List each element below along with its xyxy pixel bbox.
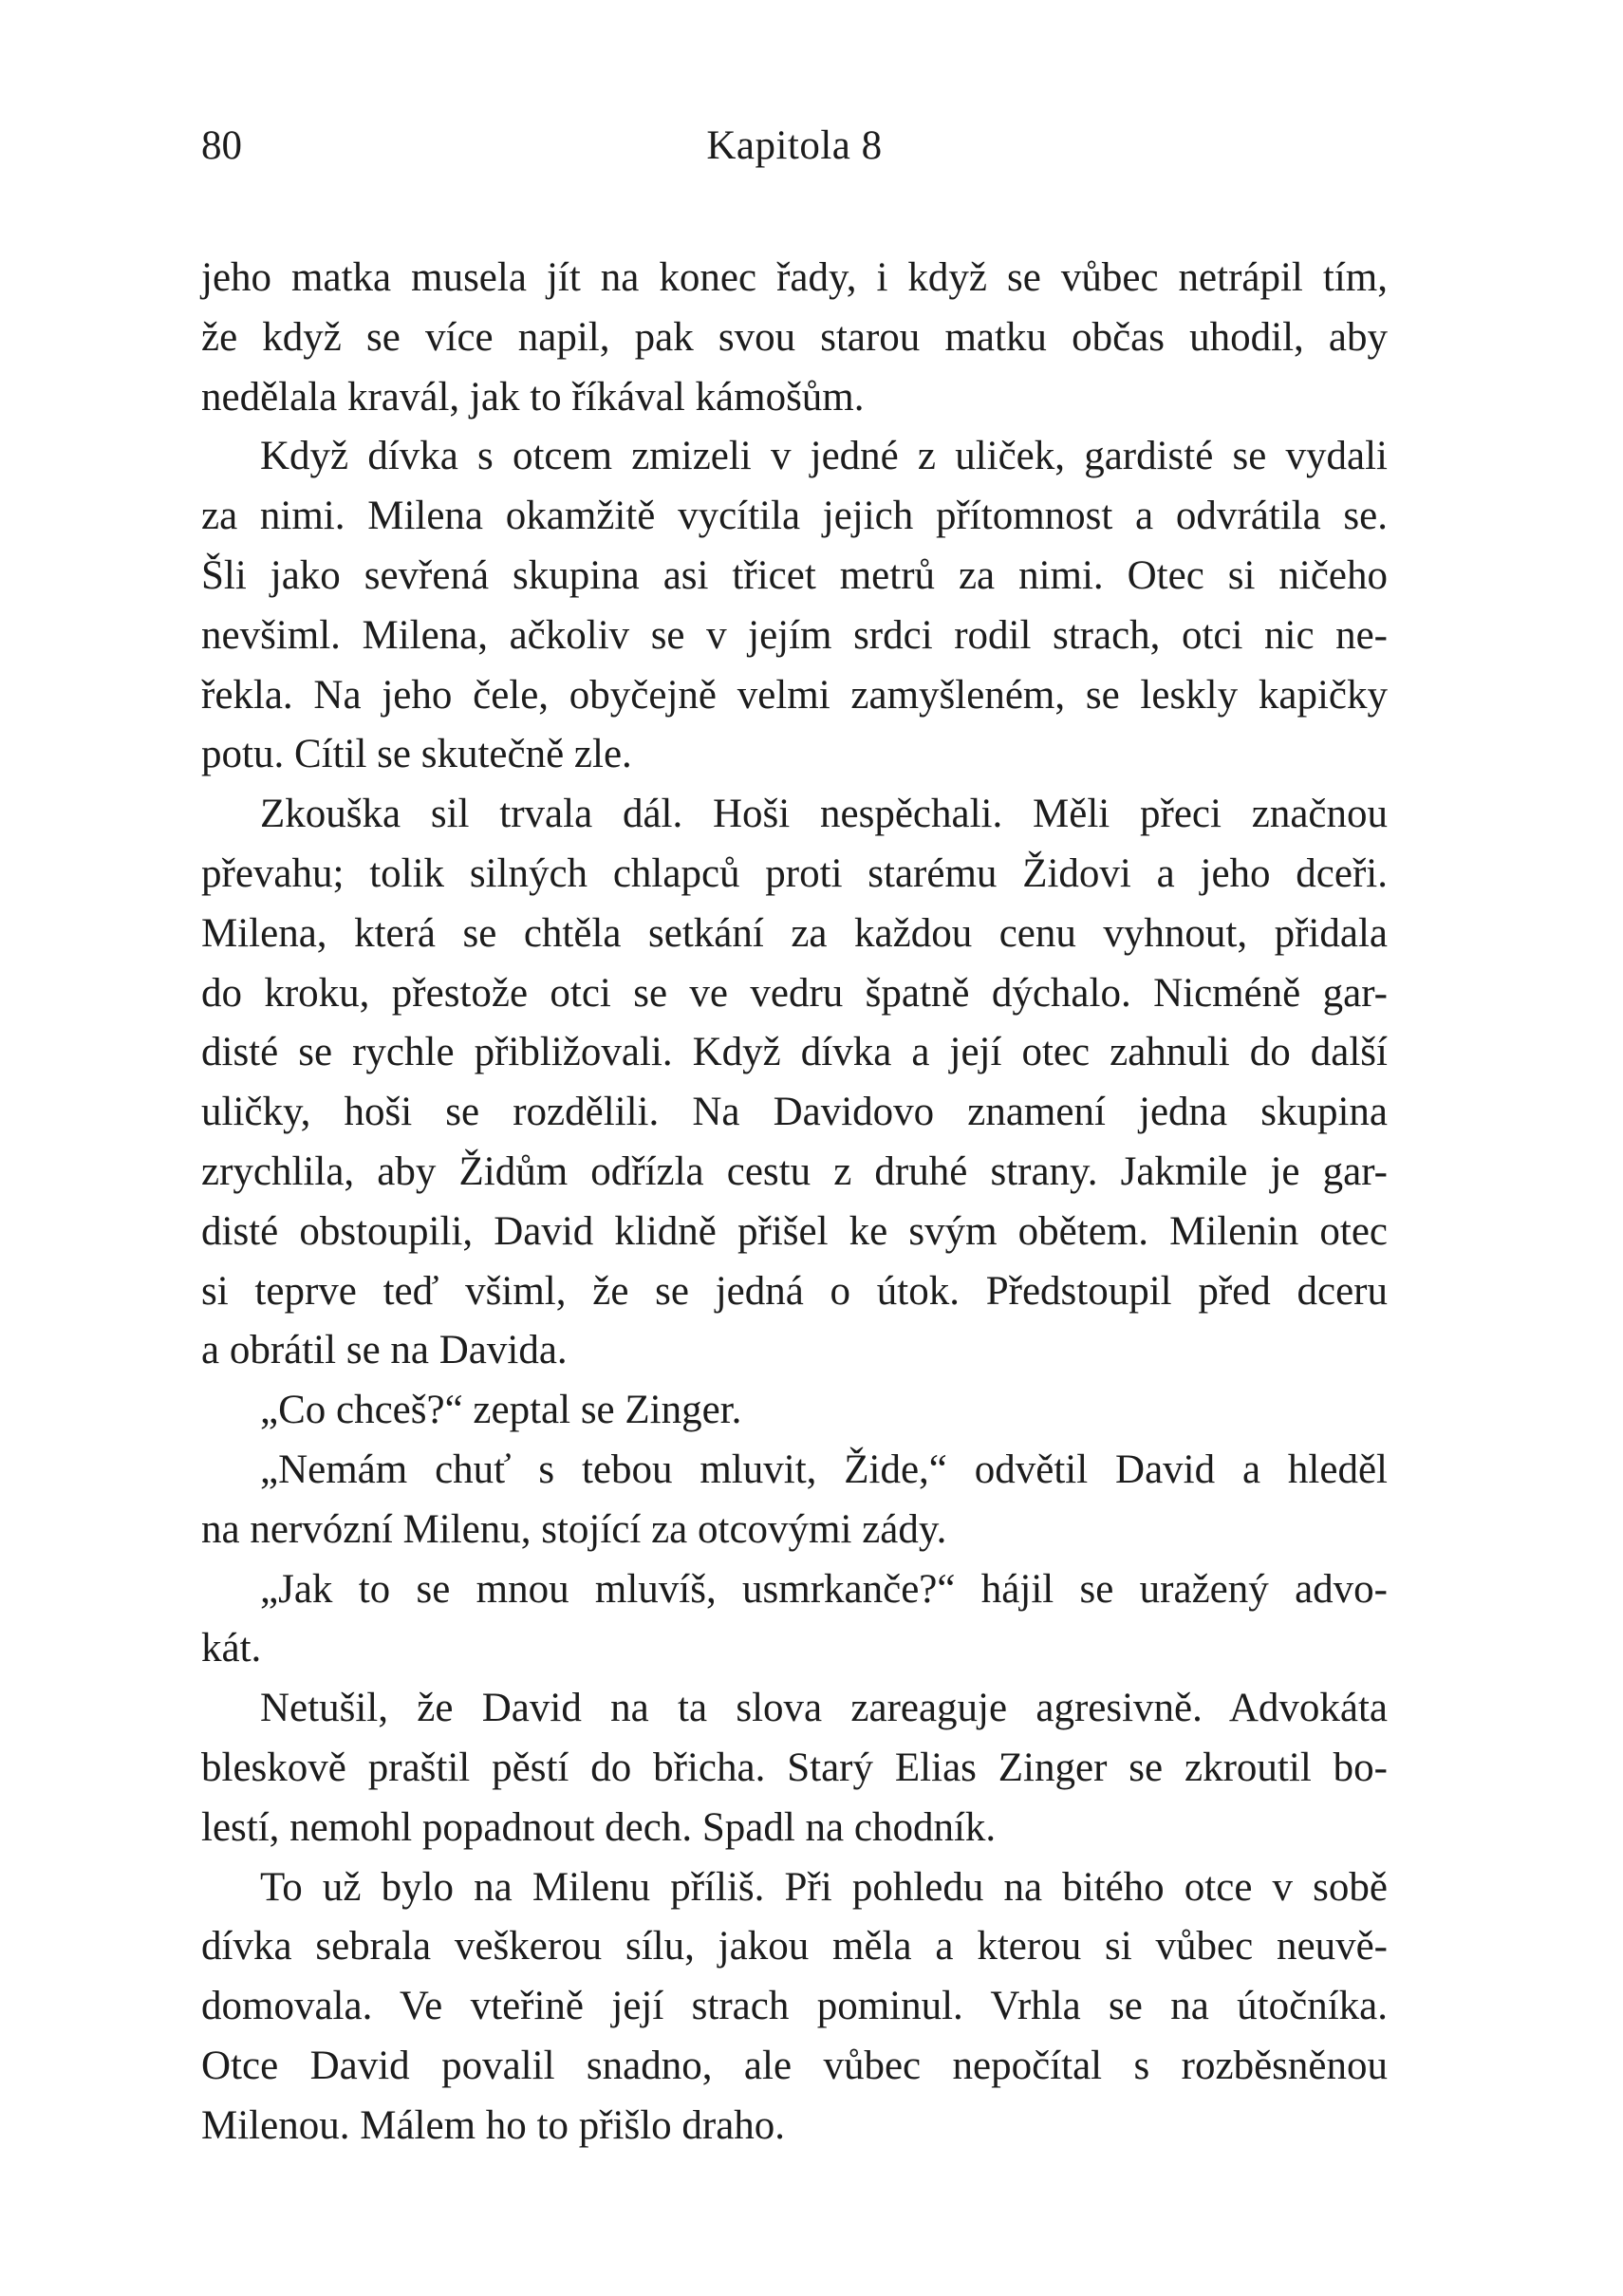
- text-line: Netušil, že David na ta slova zareaguje agresivně. Advokáta: [260, 1686, 1388, 1731]
- text-line: jeho matka musela jít na konec řady, i když se vůbec netrápil tím,: [201, 255, 1388, 300]
- running-head: [201, 118, 1388, 175]
- paragraph: [201, 1441, 1388, 1560]
- text-line: potu. Cítil se skutečně zle.: [201, 732, 632, 777]
- text-line: disté obstoupili, David klidně přišel ke svým obětem. Milenin otec: [201, 1208, 1388, 1254]
- text-line: bleskově praštil pěstí do břicha. Starý Elias Zinger se zkroutil bo-: [201, 1745, 1388, 1790]
- paragraph: [201, 1560, 1388, 1680]
- page-number: 80: [201, 123, 242, 168]
- paragraph: [201, 785, 1388, 1381]
- paragraph: [201, 1858, 1388, 2156]
- text-line: uličky, hoši se rozdělili. Na Davidovo znamení jedna skupina: [201, 1090, 1388, 1135]
- text-line: Zkouška sil trvala dál. Hoši nespěchali. Měli přeci značnou: [260, 792, 1388, 837]
- text-line: nevšiml. Milena, ačkoliv se v jejím srdci rodil strach, otci nic ne-: [201, 612, 1388, 658]
- text-line: „Nemám chuť s tebou mluvit, Žide,“ odvětil David a hleděl: [260, 1447, 1388, 1492]
- text-line: nedělala kravál, jak to říkával kámošům.: [201, 374, 865, 420]
- text-line: „Jak to se mnou mluvíš, usmrkanče?“ hájil se uražený advo-: [260, 1566, 1388, 1612]
- text-line: dívka sebrala veškerou sílu, jakou měla a kterou si vůbec neuvě-: [201, 1924, 1388, 1969]
- body-text: [201, 249, 1388, 2156]
- chapter-title: Kapitola 8: [706, 123, 883, 168]
- text-line: že když se více napil, pak svou starou matku občas uhodil, aby: [201, 314, 1388, 360]
- text-line: kát.: [201, 1626, 262, 1671]
- text-line: zrychlila, aby Židům odřízla cestu z druhé strany. Jakmile je gar-: [201, 1148, 1388, 1194]
- text-line: „Co chceš?“ zeptal se Zinger.: [260, 1388, 742, 1433]
- text-line: do kroku, přestože otci se ve vedru špatně dýchalo. Nicméně gar-: [201, 970, 1388, 1016]
- text-line: na nervózní Milenu, stojící za otcovými zády.: [201, 1506, 947, 1552]
- text-line: domovala. Ve vteřině její strach pominul. Vrhla se na útočníka.: [201, 1984, 1388, 2029]
- paragraph: [201, 1381, 1388, 1441]
- text-line: disté se rychle přibližovali. Když dívka a její otec zahnuli do další: [201, 1030, 1388, 1075]
- text-line: Když dívka s otcem zmizeli v jedné z uliček, gardisté se vydali: [260, 434, 1388, 479]
- text-line: lestí, nemohl popadnout dech. Spadl na chodník.: [201, 1804, 997, 1850]
- text-line: Otce David povalil snadno, ale vůbec nepočítal s rozběsněnou: [201, 2043, 1388, 2088]
- paragraph: [201, 249, 1388, 427]
- text-line: Milenou. Málem ho to přišlo draho.: [201, 2102, 786, 2148]
- paragraph: [201, 427, 1388, 785]
- text-line: Šli jako sevřená skupina asi třicet metrů za nimi. Otec si ničeho: [201, 552, 1388, 598]
- paragraph: [201, 1679, 1388, 1857]
- text-line: převahu; tolik silných chlapců proti starému Židovi a jeho dceři.: [201, 850, 1388, 896]
- text-line: řekla. Na jeho čele, obyčejně velmi zamyšleném, se leskly kapičky: [201, 672, 1388, 718]
- text-line: za nimi. Milena okamžitě vycítila jejich přítomnost a odvrátila se.: [201, 494, 1388, 539]
- text-line: Milena, která se chtěla setkání za každou cenu vyhnout, přidala: [201, 910, 1388, 956]
- text-line: To už bylo na Milenu příliš. Při pohledu na bitého otce v sobě: [260, 1864, 1388, 1910]
- text-line: a obrátil se na Davida.: [201, 1328, 568, 1373]
- text-line: si teprve teď všiml, že se jedná o útok. Předstoupil před dceru: [201, 1268, 1388, 1314]
